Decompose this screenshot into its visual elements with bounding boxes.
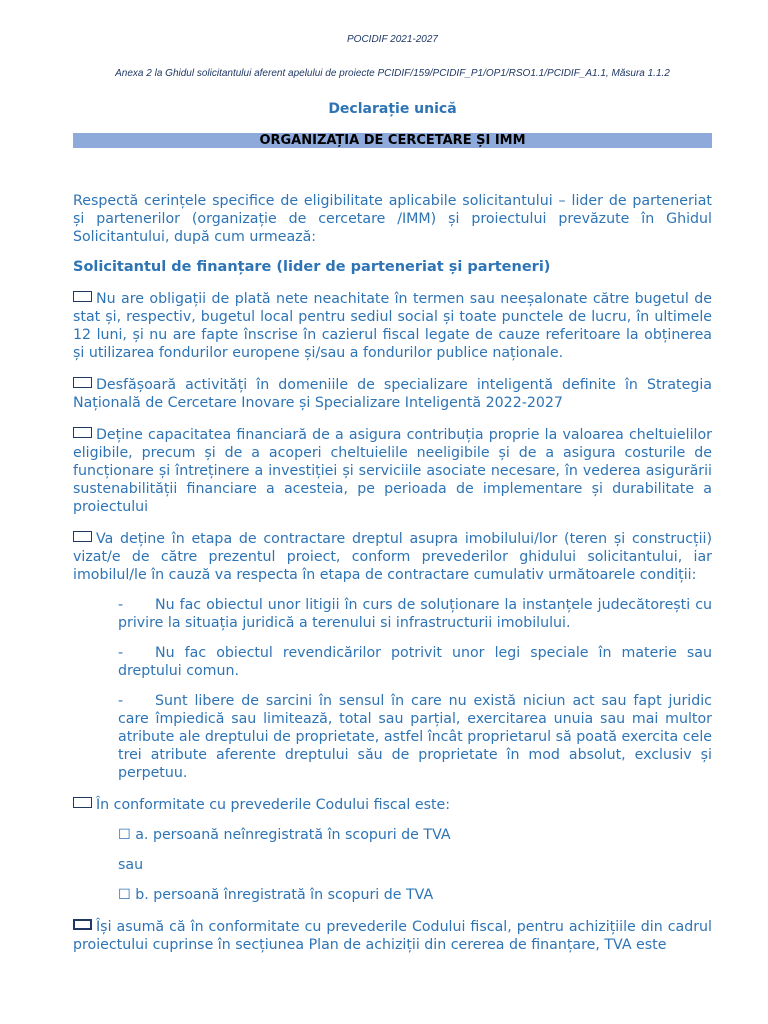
section-title: Solicitantul de finanțare (lider de parteneriat și parteneri) bbox=[73, 259, 551, 275]
condition-text: Sunt libere de sarcini în sensul în care nu există niciun act sau fapt juridic care împiedică sau limitează, total sau parțial, exercitarea unuia sau mai multor atribute ale dreptului de proprietate, astfel încât proprietarul să poată exercita cele trei atribute aferente dreptului său de proprietate în mod absolut, exclusiv și perpetuu. bbox=[118, 693, 712, 781]
item-text: Va deține în etapa de contractare dreptul asupra imobilului/lor (teren și construcții) vizat/e de către prezentul proiect, conform prevederilor ghidului solicitantului, iar imobilul/le în cauză va respecta în etapa de contractare cumulativ următoarele condiții: bbox=[73, 531, 712, 583]
condition-item-3 bbox=[118, 692, 712, 782]
eligibility-item-6 bbox=[73, 918, 712, 954]
program-header: POCIDIF 2021-2027 bbox=[347, 34, 438, 45]
tva-option-b[interactable]: ☐ b. persoană înregistrată în scopuri de TVA bbox=[118, 887, 434, 903]
condition-text: Nu fac obiectul unor litigii în curs de soluționare la instanțele judecătorești cu privire la situația juridică a terenului si infrastructurii imobilului. bbox=[118, 597, 712, 631]
eligibility-item-3 bbox=[73, 426, 712, 516]
checkbox[interactable] bbox=[73, 291, 92, 302]
checkbox[interactable] bbox=[73, 377, 92, 388]
item-text: În conformitate cu prevederile Codului fiscal este: bbox=[96, 797, 451, 813]
item-text: Își asumă că în conformitate cu prevederile Codului fiscal, pentru achizițiile din cadrul proiectului cuprinse în secțiunea Plan de achiziții din cererea de finanțare, TVA este bbox=[73, 919, 712, 953]
checkbox[interactable] bbox=[73, 531, 92, 542]
eligibility-item-5 bbox=[73, 796, 712, 814]
eligibility-item-4 bbox=[73, 530, 712, 584]
dash-marker: - bbox=[118, 597, 124, 613]
condition-item-2 bbox=[118, 644, 712, 680]
section-banner: ORGANIZAȚIA DE CERCETARE ȘI IMM bbox=[73, 133, 712, 148]
dash-marker: - bbox=[118, 693, 124, 709]
tva-option-a[interactable]: ☐ a. persoană neînregistrată în scopuri de TVA bbox=[118, 827, 451, 843]
tva-or-label: sau bbox=[118, 857, 144, 873]
eligibility-item-2 bbox=[73, 376, 712, 412]
eligibility-item-1 bbox=[73, 290, 712, 362]
checkbox[interactable] bbox=[73, 919, 92, 930]
checkbox[interactable] bbox=[73, 797, 92, 808]
annex-header: Anexa 2 la Ghidul solicitantului aferent apelului de proiecte PCIDIF/159/PCIDIF_P1/OP1/RSO1.1/PCIDIF_A1.1, Măsura 1.1.2 bbox=[115, 68, 670, 79]
intro-paragraph: Respectă cerințele specifice de eligibilitate aplicabile solicitantului – lider de parteneriat și partenerilor (organizație de cercetare /IMM) și proiectului prevăzute în Ghidul Solicitantului, după cum urmează: bbox=[73, 193, 712, 245]
checkbox[interactable] bbox=[73, 427, 92, 438]
item-text: Nu are obligații de plată nete neachitate în termen sau neeșalonate către bugetul de stat și, respectiv, bugetul local pentru sediul social și toate punctele de lucru, în ultimele 12 luni, și nu are fapte înscrise în cazierul fiscal legate de cauze referitoare la obținerea și utilizarea fondurilor europene și/sau a fondurilor publice naționale. bbox=[73, 291, 712, 361]
document-title: Declarație unică bbox=[328, 101, 457, 117]
condition-text: Nu fac obiectul revendicărilor potrivit unor legi speciale în materie sau dreptului comun. bbox=[118, 645, 712, 679]
item-text: Deține capacitatea financiară de a asigura contribuția proprie la valoarea cheltuielilor eligibile, precum și de a acoperi cheltuielile neeligibile și de a asigura costurile de funcționare și întreținere a investiției și serviciile asociate necesare, în vederea asigurării sustenabilității financiare a acesteia, pe perioada de implementare și durabilitate a proiectului bbox=[73, 427, 712, 515]
dash-marker: - bbox=[118, 645, 124, 661]
item-text: Desfășoară activități în domeniile de specializare inteligentă definite în Strategia Națională de Cercetare Inovare și Specializare Inteligentă 2022-2027 bbox=[73, 377, 712, 411]
condition-item-1 bbox=[118, 596, 712, 632]
